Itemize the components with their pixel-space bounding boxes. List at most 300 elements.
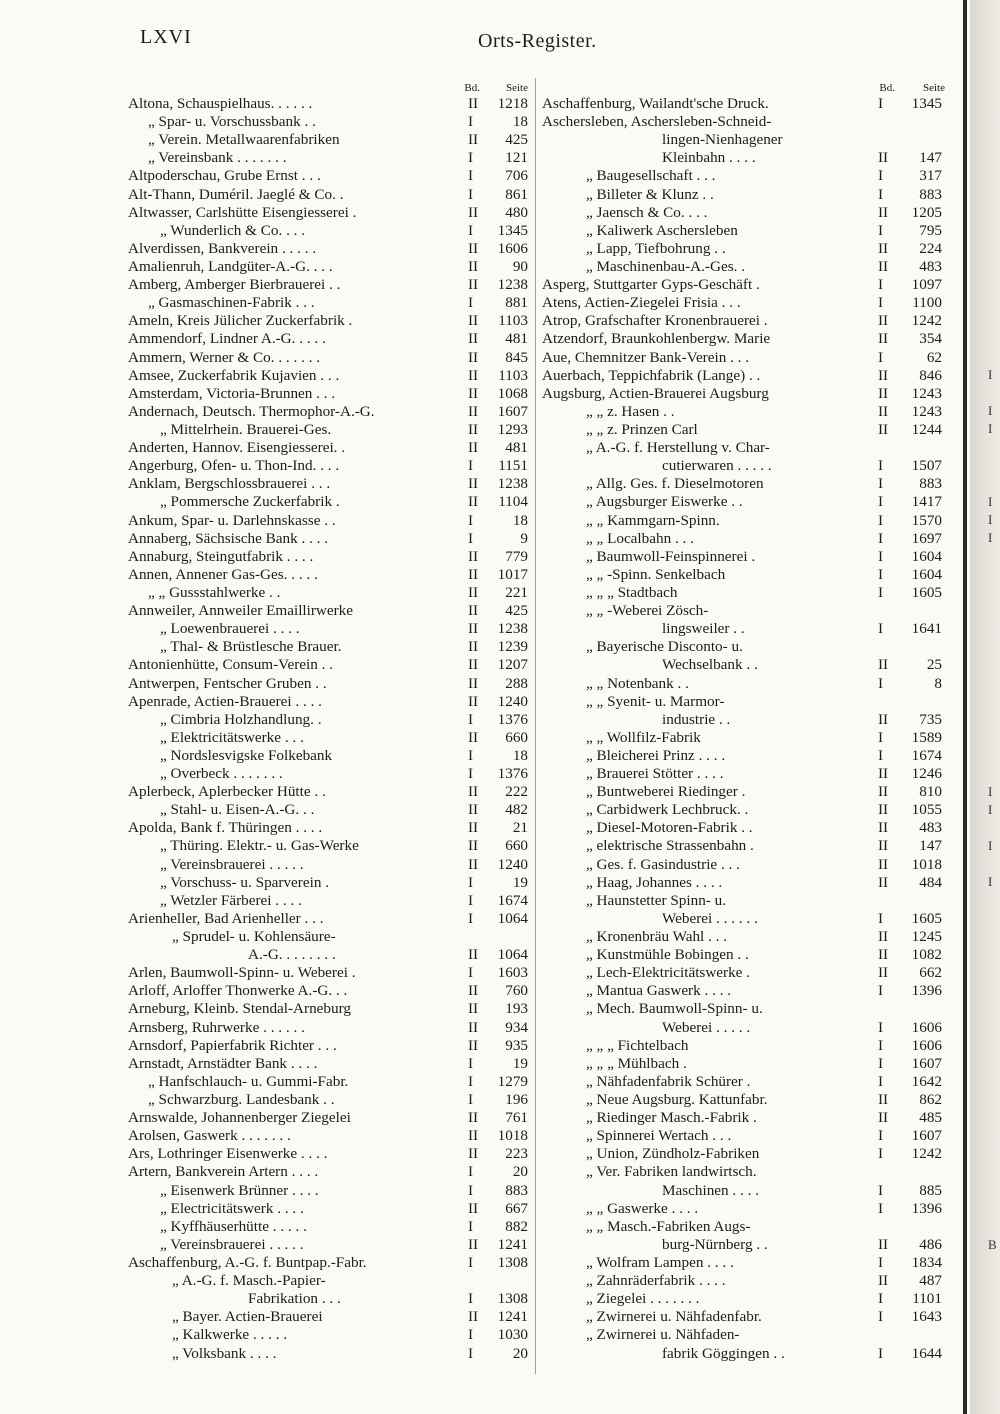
edge-fragment: I (988, 837, 993, 853)
entry-page: 1308 (497, 1254, 528, 1271)
entry-name: Arnsdorf, Papierfabrik Richter . . . (128, 1036, 337, 1054)
entry-name: „ Hanfschlauch- u. Gummi-Fabr. (148, 1072, 349, 1090)
entry-name: Aschersleben, Aschersleben-Schneid- (542, 113, 772, 131)
entry-volume: II (878, 257, 889, 275)
entry-page: 485 (919, 1109, 942, 1127)
entry-volume: II (468, 801, 479, 819)
entry-name: „ Nordslesvigske Folkebank (160, 746, 333, 764)
entry-name: „ elektrische Strassenbahn . (586, 837, 754, 855)
entry-name: Annweiler, Annweiler Emaillirwerke (128, 602, 354, 620)
index-entry (542, 1019, 945, 1037)
entry-page: 935 (505, 1036, 528, 1054)
index-entry (128, 240, 530, 258)
entry-name: Ammern, Werner & Co. . . . . . . (128, 348, 321, 366)
entry-page: 1279 (497, 1072, 528, 1090)
entry-page: 810 (919, 783, 942, 801)
entry-volume: I (468, 511, 474, 529)
entry-page: 1151 (498, 457, 528, 475)
index-entry (128, 548, 530, 566)
index-entry (542, 113, 945, 131)
entry-volume: II (878, 384, 889, 402)
entry-name: „ Eisenwerk Brünner . . . . (160, 1181, 319, 1199)
entry-name: „ Union, Zündholz-Fabriken (586, 1145, 760, 1163)
entry-page: 1243 (911, 402, 942, 420)
index-entry (128, 1091, 530, 1109)
entry-name: Angerburg, Ofen- u. Thon-Ind. . . . (128, 457, 340, 475)
entry-page: 1238 (497, 475, 528, 493)
entry-page: 660 (505, 728, 528, 746)
entry-name: „ Buntweberei Riedinger . (586, 783, 746, 801)
entry-volume: I (468, 746, 474, 764)
index-entry (128, 258, 530, 276)
entry-name: „ Schwarzburg. Landesbank . . (148, 1091, 335, 1109)
entry-volume: I (468, 765, 474, 783)
entry-page: 662 (919, 964, 942, 982)
entry-name: „ Nähfadenfabrik Schürer . (586, 1072, 751, 1090)
entry-volume: II (878, 710, 889, 728)
index-entry (128, 620, 530, 638)
entry-volume: II (468, 656, 479, 674)
index-entry (128, 1073, 530, 1091)
entry-page: 1607 (911, 1054, 942, 1072)
entry-name: lingsweiler . . (662, 620, 745, 638)
index-entry (128, 982, 530, 1000)
entry-page: 1308 (497, 1290, 528, 1308)
index-entry (542, 149, 945, 167)
page-number: LXVI (140, 26, 192, 48)
index-entry (128, 1055, 530, 1073)
index-entry (542, 439, 945, 457)
index-entry (128, 1290, 530, 1308)
entry-name: Amsee, Zuckerfabrik Kujavien . . . (128, 366, 340, 384)
entry-name: „ „ -Spinn. Senkelbach (586, 565, 726, 583)
entry-volume: I (468, 1054, 474, 1072)
entry-volume: I (878, 1290, 884, 1308)
index-entry (542, 1127, 945, 1145)
index-entry (542, 475, 945, 493)
index-entry (542, 964, 945, 982)
index-entry (542, 910, 945, 928)
entry-name: „ Lapp, Tiefbohrung . . (586, 239, 726, 257)
entry-volume: I (468, 909, 474, 927)
index-column-right (542, 80, 945, 1363)
index-entry (128, 385, 530, 403)
entry-volume: II (878, 1109, 889, 1127)
entry-page: 735 (919, 710, 942, 728)
entry-page: 20 (512, 1344, 528, 1362)
entry-page: 660 (505, 837, 528, 855)
index-entry (128, 675, 530, 693)
index-entry (542, 1326, 945, 1344)
index-column-left (128, 80, 530, 1363)
entry-volume: II (878, 873, 889, 891)
edge-fragment: I (988, 511, 993, 527)
entry-page: 317 (919, 167, 942, 185)
entry-volume: I (468, 294, 474, 312)
edge-fragment: I (988, 493, 993, 509)
entry-volume: I (468, 964, 474, 982)
index-entry (542, 548, 945, 566)
edge-fragment: I (988, 421, 993, 437)
entry-page: 62 (926, 348, 942, 366)
entry-volume: II (878, 1091, 889, 1109)
entry-volume: I (878, 565, 884, 583)
index-entry (542, 1073, 945, 1091)
index-entry (128, 512, 530, 530)
entry-volume: I (468, 1163, 474, 1181)
entry-name: „ Thüring. Elektr.- u. Gas-Werke (160, 837, 359, 855)
entry-name: Maschinen . . . . (662, 1181, 760, 1199)
entry-volume: II (468, 837, 479, 855)
entry-name: Kleinbahn . . . . (662, 149, 756, 167)
entry-page: 1018 (497, 1127, 528, 1145)
entry-volume: II (468, 728, 479, 746)
index-entry (128, 856, 530, 874)
entry-name: „ Elektricitätswerke . . . (160, 728, 304, 746)
index-entry (542, 1236, 945, 1254)
edge-fragment: I (988, 366, 993, 382)
entry-page: 1238 (497, 620, 528, 638)
index-entry (542, 1145, 945, 1163)
index-entry (128, 1182, 530, 1200)
index-entry (128, 711, 530, 729)
entry-name: Ars, Lothringer Eisenwerke . . . . (128, 1145, 328, 1163)
entry-name: Arloff, Arloffer Thonwerke A.-G. . . (128, 982, 348, 1000)
entry-page: 1240 (497, 692, 528, 710)
entry-volume: I (878, 493, 884, 511)
index-entry (542, 874, 945, 892)
entry-page: 883 (505, 1181, 528, 1199)
entry-volume: II (878, 239, 889, 257)
edge-fragment: I (988, 403, 993, 419)
entry-volume: I (878, 1072, 884, 1090)
entry-name: Ammendorf, Lindner A.-G. . . . . (128, 330, 326, 348)
index-entry (128, 747, 530, 765)
entry-volume: I (878, 583, 884, 601)
entry-name: „ Spinnerei Wertach . . . (586, 1127, 732, 1145)
entry-volume: I (468, 113, 474, 131)
entry-volume: I (878, 547, 884, 565)
entry-volume: I (878, 1181, 884, 1199)
entry-page: 221 (505, 583, 528, 601)
index-entry (128, 892, 530, 910)
entry-volume: I (468, 1254, 474, 1271)
entry-volume: I (878, 1018, 884, 1036)
entry-page: 25 (926, 656, 942, 674)
entry-volume: I (878, 529, 884, 547)
index-entries-right (542, 95, 945, 1363)
entry-name: „ „ z. Hasen . . (586, 402, 675, 420)
entry-name: Aschaffenburg, Wailandt'sche Druck. (542, 95, 769, 112)
index-entry (542, 729, 945, 747)
entry-name: „ Haag, Johannes . . . . (586, 873, 723, 891)
entry-name: Ankum, Spar- u. Darlehnskasse . . (128, 511, 336, 529)
index-entry (128, 113, 530, 131)
index-entry (128, 819, 530, 837)
entry-page: 1643 (911, 1308, 942, 1326)
page-header: Seite (923, 82, 945, 94)
entry-name: Amalienruh, Landgüter-A.-G. . . . (128, 257, 333, 275)
entry-page: 1570 (911, 511, 942, 529)
index-entry (128, 330, 530, 348)
index-entry (128, 928, 530, 946)
index-entry (128, 783, 530, 801)
entry-volume: II (468, 547, 479, 565)
entry-volume: II (468, 674, 479, 692)
index-entry (542, 222, 945, 240)
index-entry (542, 1345, 945, 1363)
entry-page: 1238 (497, 276, 528, 294)
index-entry (128, 403, 530, 421)
entry-name: Annaburg, Steingutfabrik . . . . (128, 547, 314, 565)
entry-page: 1603 (497, 964, 528, 982)
entry-name: Alverdissen, Bankverein . . . . . (128, 239, 317, 257)
entry-page: 1207 (497, 656, 528, 674)
entry-name: Weberei . . . . . (662, 1018, 751, 1036)
entry-page: 1103 (498, 366, 528, 384)
entry-volume: I (468, 221, 474, 239)
entry-page: 1834 (911, 1254, 942, 1271)
index-entry (128, 1145, 530, 1163)
entry-page: 1396 (911, 982, 942, 1000)
index-entry (128, 421, 530, 439)
entry-name: „ Bayerische Disconto- u. (586, 638, 743, 656)
column-header-left (128, 80, 530, 95)
entry-page: 1589 (911, 728, 942, 746)
column-divider (535, 78, 536, 1374)
entry-name: Auerbach, Teppichfabrik (Lange) . . (542, 366, 761, 384)
entry-name: Arnswalde, Johannenberger Ziegelei (128, 1109, 351, 1127)
entry-name: „ Zwirnerei u. Nähfaden- (586, 1326, 740, 1344)
entry-page: 1064 (497, 946, 528, 964)
entry-volume: I (878, 1308, 884, 1326)
entry-page: 1097 (911, 276, 942, 294)
index-entry (542, 620, 945, 638)
page-title: Orts-Register. (478, 30, 597, 52)
entry-volume: II (878, 203, 889, 221)
index-entry (542, 711, 945, 729)
entry-page: 18 (512, 511, 528, 529)
entry-volume: I (878, 511, 884, 529)
index-entry (542, 403, 945, 421)
entry-volume: II (468, 1199, 479, 1217)
entry-page: 1242 (911, 312, 942, 330)
index-entry (128, 493, 530, 511)
index-entry (128, 693, 530, 711)
entry-volume: II (468, 1018, 479, 1036)
index-entry (542, 1308, 945, 1326)
entry-name: „ Billeter & Klunz . . (586, 185, 714, 203)
entry-name: „ Vorschuss- u. Sparverein . (160, 873, 330, 891)
index-entry (128, 1254, 530, 1272)
index-entry (128, 602, 530, 620)
entry-name: „ Kunstmühle Bobingen . . (586, 946, 749, 964)
entry-page: 1239 (497, 638, 528, 656)
index-entry (542, 1091, 945, 1109)
index-entry (542, 675, 945, 693)
entry-name: „ Vereinsbrauerei . . . . . (160, 1235, 304, 1253)
index-entry (542, 819, 945, 837)
entry-name: „ Kronenbräu Wahl . . . (586, 928, 728, 946)
entry-volume: II (468, 330, 479, 348)
entry-page: 1674 (497, 891, 528, 909)
entry-name: „ Kalkwerke . . . . . (172, 1326, 288, 1344)
entry-name: „ Thal- & Brüstlesche Brauer. (160, 638, 342, 656)
entry-name: Weberei . . . . . . (662, 909, 758, 927)
entry-page: 667 (505, 1199, 528, 1217)
index-entry (542, 1218, 945, 1236)
entry-name: „ Baumwoll-Feinspinnerei . (586, 547, 756, 565)
entry-volume: I (878, 620, 884, 638)
entry-volume: II (468, 420, 479, 438)
entry-page: 224 (919, 239, 942, 257)
entry-page: 1644 (911, 1344, 942, 1362)
entry-volume: II (878, 420, 889, 438)
entry-volume: II (468, 1308, 479, 1326)
entry-name: „ „ -Weberei Zösch- (586, 602, 709, 620)
entry-page: 760 (505, 982, 528, 1000)
volume-header: Bd. (464, 82, 480, 94)
entry-page: 1082 (911, 946, 942, 964)
entry-page: 1697 (911, 529, 942, 547)
index-entry (128, 149, 530, 167)
index-entry (128, 1272, 530, 1290)
entry-page: 1396 (911, 1199, 942, 1217)
index-entry (542, 765, 945, 783)
entry-page: 483 (919, 257, 942, 275)
entry-page: 881 (505, 294, 528, 312)
entry-volume: I (878, 221, 884, 239)
entry-page: 222 (505, 783, 528, 801)
entry-volume: II (878, 656, 889, 674)
entry-name: „ Zahnräderfabrik . . . . (586, 1272, 726, 1290)
entry-name: fabrik Göggingen . . (662, 1344, 785, 1362)
entry-name: Arlen, Baumwoll-Spinn- u. Weberei . (128, 964, 356, 982)
entry-page: 1055 (911, 801, 942, 819)
index-entry (542, 584, 945, 602)
volume-header: Bd. (879, 82, 895, 94)
entry-volume: II (468, 348, 479, 366)
index-entry (128, 1236, 530, 1254)
index-entry (542, 204, 945, 222)
index-entry (542, 1254, 945, 1272)
entry-name: „ Ver. Fabriken landwirtsch. (586, 1163, 757, 1181)
entry-name: „ Vereinsbrauerei . . . . . (160, 855, 304, 873)
entry-page: 481 (505, 330, 528, 348)
entry-name: „ „ z. Prinzen Carl (586, 420, 698, 438)
entry-page: 1017 (497, 565, 528, 583)
entry-volume: I (468, 1091, 474, 1109)
index-entry (542, 566, 945, 584)
entry-volume: I (878, 294, 884, 312)
entry-page: 8 (934, 674, 942, 692)
entry-page: 1607 (497, 402, 528, 420)
index-entry (542, 1200, 945, 1218)
entry-volume: II (468, 384, 479, 402)
entry-volume: II (468, 1109, 479, 1127)
entry-volume: II (878, 1235, 889, 1253)
entry-volume: II (468, 583, 479, 601)
entry-volume: II (878, 366, 889, 384)
entry-name: Arnsberg, Ruhrwerke . . . . . . (128, 1018, 305, 1036)
entry-name: „ Baugesellschaft . . . (586, 167, 716, 185)
entry-page: 19 (512, 873, 528, 891)
entry-page: 795 (919, 221, 942, 239)
entry-name: „ Sprudel- u. Kohlensäure- (172, 928, 336, 946)
entry-page: 18 (512, 113, 528, 131)
entry-name: „ Jaensch & Co. . . . (586, 203, 708, 221)
entry-name: Annen, Annener Gas-Ges. . . . . (128, 565, 318, 583)
entry-name: Arienheller, Bad Arienheller . . . (128, 909, 324, 927)
index-entry (542, 1182, 945, 1200)
index-entry (542, 131, 945, 149)
entry-volume: II (468, 1145, 479, 1163)
entry-page: 885 (919, 1181, 942, 1199)
entry-page: 1068 (497, 384, 528, 402)
entry-page: 1018 (911, 855, 942, 873)
entry-page: 480 (505, 203, 528, 221)
entry-page: 21 (512, 819, 528, 837)
entry-volume: I (468, 873, 474, 891)
entry-volume: II (468, 855, 479, 873)
index-entry (542, 330, 945, 348)
edge-fragment: I (988, 874, 993, 890)
entry-volume: I (878, 475, 884, 493)
entry-page: 1242 (911, 1145, 942, 1163)
entry-name: „ Gasmaschinen-Fabrik . . . (148, 294, 315, 312)
entry-page: 483 (919, 819, 942, 837)
entry-name: „ Haunstetter Spinn- u. (586, 891, 727, 909)
entry-volume: I (878, 276, 884, 294)
index-entry (542, 602, 945, 620)
index-entry (542, 240, 945, 258)
entry-volume: I (878, 95, 884, 112)
index-entry (128, 1345, 530, 1363)
entry-page: 1244 (911, 420, 942, 438)
entry-name: „ Ges. f. Gasindustrie . . . (586, 855, 740, 873)
entry-volume: II (878, 402, 889, 420)
entry-name: „ A.-G. f. Herstellung v. Char- (586, 439, 770, 457)
index-entry (542, 837, 945, 855)
entry-volume: II (468, 692, 479, 710)
entry-volume: II (468, 366, 479, 384)
entry-page: 761 (505, 1109, 528, 1127)
entry-name: „ „ Gussstahlwerke . . (148, 583, 281, 601)
entry-name: „ „ Masch.-Fabriken Augs- (586, 1217, 751, 1235)
entry-volume: II (468, 203, 479, 221)
index-entry (128, 349, 530, 367)
entry-name: Artern, Bankverein Artern . . . . (128, 1163, 319, 1181)
entry-page: 1606 (911, 1036, 942, 1054)
entry-page: 1030 (497, 1326, 528, 1344)
entry-page: 1345 (911, 95, 942, 112)
entry-page: 1417 (911, 493, 942, 511)
entry-name: Amsterdam, Victoria-Brunnen . . . (128, 384, 336, 402)
entry-name: „ Bayer. Actien-Brauerei (172, 1308, 323, 1326)
entry-page: 1100 (912, 294, 942, 312)
edge-fragment: B (988, 1236, 997, 1252)
entry-name: „ Overbeck . . . . . . . (160, 765, 283, 783)
entry-volume: I (468, 167, 474, 185)
index-entry (542, 312, 945, 330)
entry-name: „ Allg. Ges. f. Dieselmotoren (586, 475, 764, 493)
entry-page: 1245 (911, 928, 942, 946)
entry-page: 425 (505, 131, 528, 149)
entry-name: burg-Nürnberg . . (662, 1235, 768, 1253)
entry-page: 1376 (497, 710, 528, 728)
entry-volume: I (468, 1326, 474, 1344)
index-entry (128, 1326, 530, 1344)
